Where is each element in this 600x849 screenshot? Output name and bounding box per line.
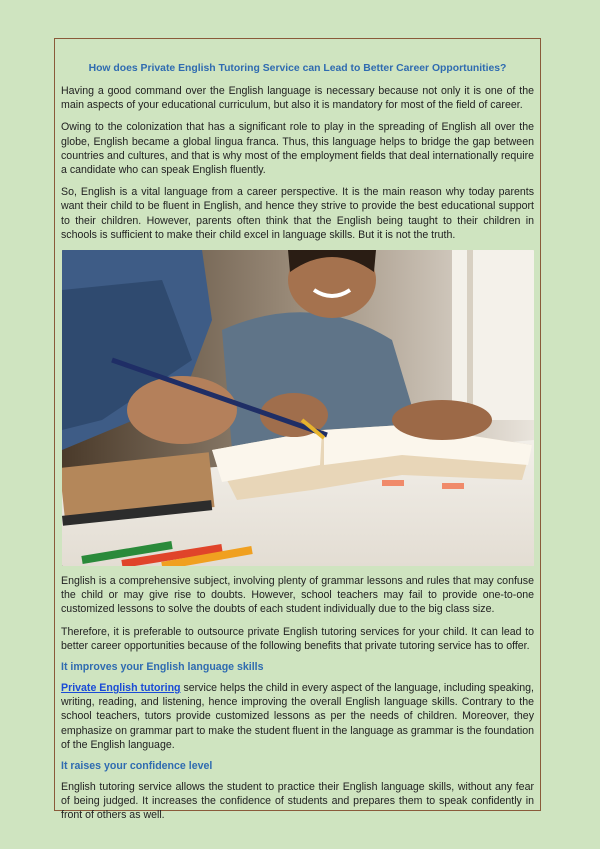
- paragraph-5: Therefore, it is preferable to outsource private English tutoring services for your child. It can lead to better career opportunities because of the following benefits that private tutoring service has to offer.: [61, 625, 534, 652]
- page-frame: [54, 38, 541, 822]
- paragraph-6-text: service helps the child in every aspect of the language, including speaking, writing, reading, and listening, hence improving the overall English language skills. Contrary to the school teachers, tutors provide customized lessons as per the needs of children. Moreover, they emphasize on grammar part to make the student fluent in the language as grammar is the foundation of the English language.: [61, 682, 534, 751]
- paragraph-6: [61, 681, 534, 752]
- paragraph-7: English tutoring service allows the student to practice their English language skills, without any fear of being judged. It increases the confidence of students and prepares them to speak confidently in front of others as well.: [61, 781, 534, 822]
- private-english-tutoring-link[interactable]: Private English tutoring: [61, 682, 181, 695]
- tutoring-photo: [62, 250, 534, 566]
- paragraph-1: Having a good command over the English language is necessary because not only it is one of the main aspects of your educational curriculum, but also it is mandatory for most of the field of career.: [61, 85, 534, 112]
- paragraph-4: English is a comprehensive subject, involving plenty of grammar lessons and rules that may confuse the child or may give rise to doubts. However, school teachers may fail to provide one-to-one customized lessons to solve the doubts of each student individually due to the big class size.: [61, 575, 534, 616]
- paragraph-2: Owing to the colonization that has a significant role to play in the spreading of English all over the globe, English became a global lingua franca. Thus, this language helps to bridge the gap between countries and cultures, and that is why most of the employment fields that deal internationally require a candidate who can speak English fluently.: [61, 121, 534, 177]
- heading-confidence: It raises your confidence level: [61, 760, 213, 773]
- heading-english-skills: It improves your English language skills: [61, 661, 264, 674]
- article-title: How does Private English Tutoring Service can Lead to Better Career Opportunities?: [88, 63, 507, 74]
- paragraph-3: So, English is a vital language from a career perspective. It is the main reason why today parents want their child to be fluent in English, and hence they strive to provide the best educational support to their children. However, parents often think that the English being taught to their children in schools is sufficient to make their child excel in language skills. But it is not the truth.: [61, 186, 534, 241]
